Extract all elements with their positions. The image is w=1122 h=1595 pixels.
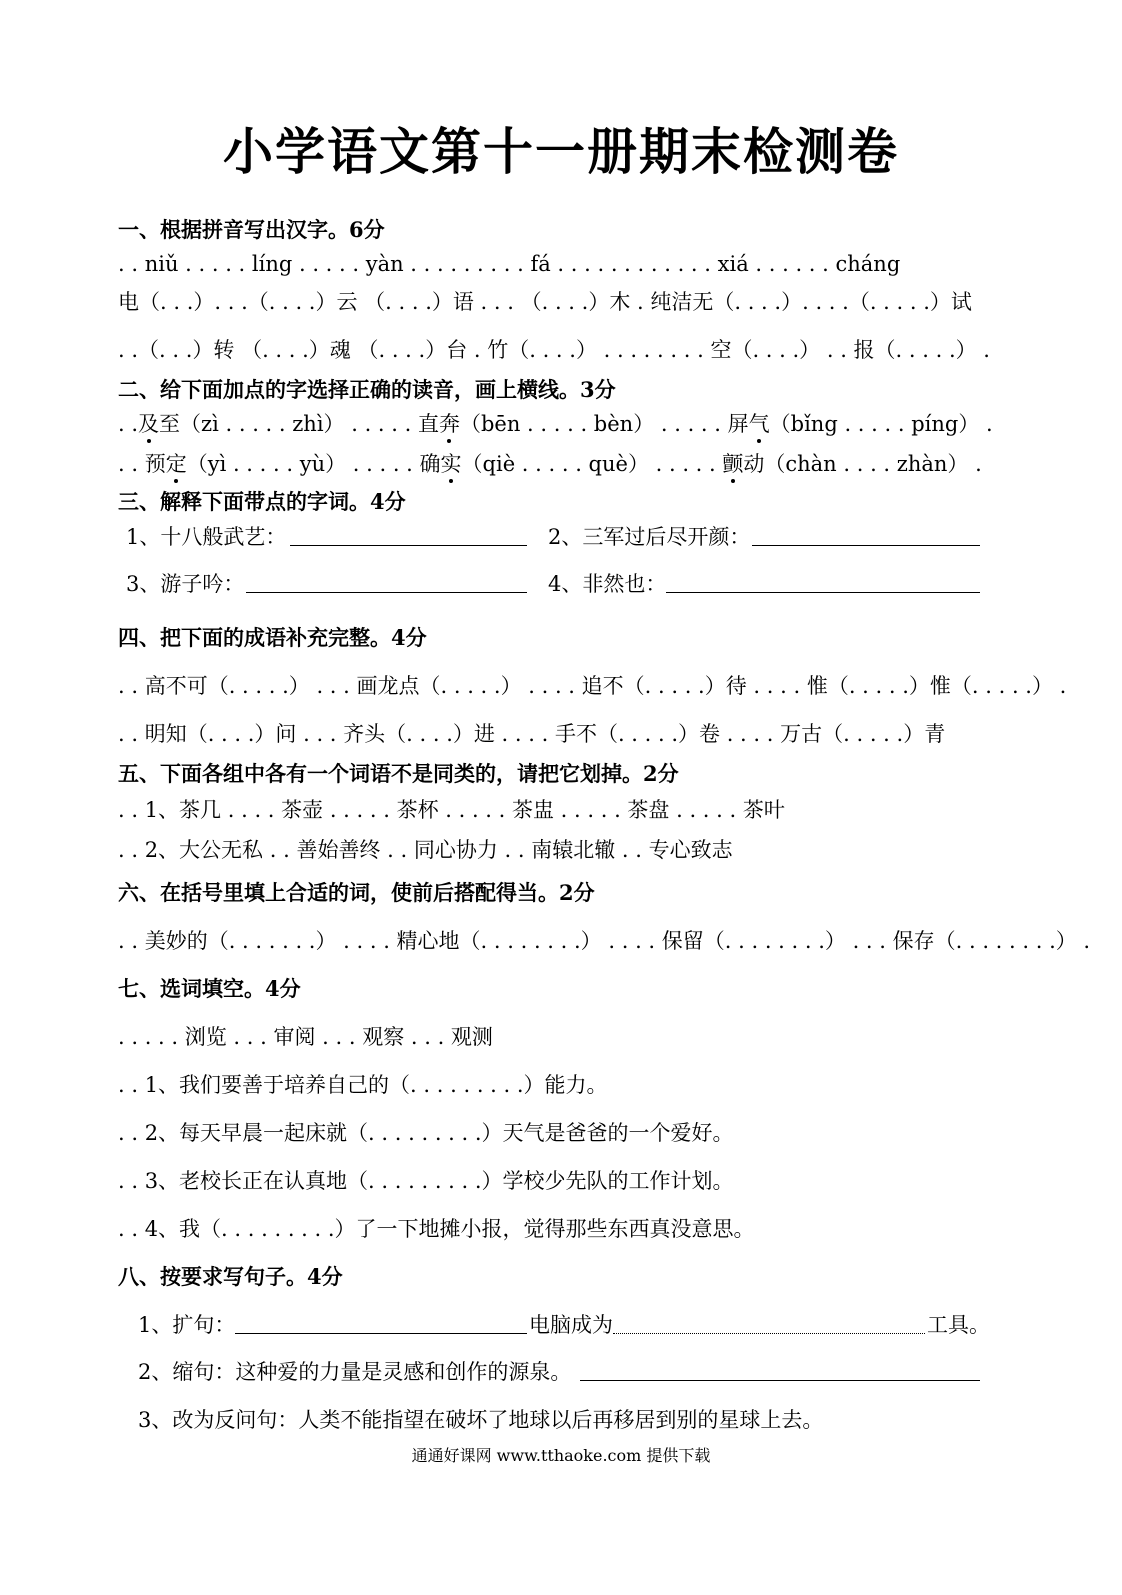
sentence-item-2: 2、缩句：这种爱的力量是灵感和创作的源泉。: [138, 1360, 572, 1384]
sentence-item-1-label: 1、扩句：: [138, 1313, 236, 1337]
text-segment: 动（chàn . . . . zhàn） .: [743, 452, 982, 476]
section-5-heading: 五、下面各组中各有一个词语不是同类的，请把它划掉。2分: [118, 761, 679, 786]
section-6-heading: 六、在括号里填上合适的词，使前后搭配得当。2分: [118, 880, 595, 905]
text-segment: 至（zì . . . . . zhì） . . . . . 直: [159, 412, 439, 436]
dotted-char: 定: [165, 452, 187, 476]
section-5-row-1: . . 1、茶几 . . . . 茶壶 . . . . . 茶杯 . . . . . 茶盅 . . . . . 茶盘 . . . . . 茶叶: [118, 798, 785, 822]
answer-line[interactable]: [752, 545, 980, 546]
section-7-word-bank: . . . . . 浏览 . . . 审阅 . . . 观察 . . . 观测: [118, 1025, 493, 1049]
definition-item-4: 4、非然也：: [548, 572, 667, 596]
section-2-heading: 二、给下面加点的字选择正确的读音，画上横线。3分: [118, 377, 616, 402]
definition-item-2: 2、三军过后尽开颜：: [548, 525, 751, 549]
definition-item-3: 3、游子吟：: [126, 572, 245, 596]
page-title: 小学语文第十一册期末检测卷: [223, 122, 899, 181]
answer-line[interactable]: [580, 1380, 980, 1381]
sentence-item-1-mid: 电脑成为: [529, 1313, 613, 1337]
text-segment: （bēn . . . . . bèn） . . . . . 屏: [459, 412, 749, 436]
section-1-row-2: . .（. . .）转 （. . . .）魂 （. . . .）台 . 竹（. . . .） . . . . . . . . 空（. . . .） . . 报（. . . . .） .: [118, 338, 990, 362]
dotted-char: 及: [138, 412, 160, 436]
dotted-char: 实: [440, 452, 462, 476]
section-7-heading: 七、选词填空。4分: [118, 976, 301, 1001]
definition-item-1: 1、十八般武艺：: [126, 525, 287, 549]
section-1-pinyin: . . niǔ . . . . . líng . . . . . yàn . . . . . . . . . fá . . . . . . . . . . . . xiá . . . . . . cháng: [118, 252, 901, 276]
section-7-item-3: . . 3、老校长正在认真地（. . . . . . . . .）学校少先队的工作计划。: [118, 1169, 734, 1193]
answer-line[interactable]: [290, 545, 527, 546]
sentence-item-1-end: 工具。: [927, 1313, 990, 1337]
section-1-row-1: 电（. . .）. . .（. . . .）云 （. . . .）语 . . . （. . . .）木 . 纯洁无（. . . .）. . . .（. . . . .）试: [118, 290, 972, 314]
dotted-char: 奔: [438, 412, 460, 436]
section-8-heading: 八、按要求写句子。4分: [118, 1264, 343, 1289]
text-segment: （qiè . . . . . què） . . . . .: [461, 452, 723, 476]
section-6-row-1: . . 美妙的（. . . . . . .） . . . . 精心地（. . . . . . . .） . . . . 保留（. . . . . . . .） . . . 保存（. . . . . . . .） .: [118, 929, 1091, 953]
section-2-row-2: [118, 450, 982, 478]
text-segment: （bǐng . . . . . píng） .: [769, 412, 993, 436]
section-3-heading: 三、解释下面带点的字词。4分: [118, 489, 406, 514]
dotted-char: 气: [748, 412, 770, 436]
section-1-heading: 一、根据拼音写出汉字。6分: [118, 217, 385, 242]
section-4-heading: 四、把下面的成语补充完整。4分: [118, 625, 427, 650]
dotted-char: 颤: [722, 452, 744, 476]
section-5-row-2: . . 2、大公无私 . . 善始善终 . . 同心协力 . . 南辕北辙 . . 专心致志: [118, 838, 733, 862]
section-2-row-1: [118, 410, 993, 438]
section-7-item-1: . . 1、我们要善于培养自己的（. . . . . . . . .）能力。: [118, 1073, 608, 1097]
answer-line[interactable]: [235, 1333, 527, 1334]
sentence-item-3: 3、改为反问句：人类不能指望在破坏了地球以后再移居到别的星球上去。: [138, 1408, 824, 1432]
footer-credit: 通通好课网 www.tthaoke.com 提供下载: [411, 1446, 711, 1465]
section-4-row-2: . . 明知（. . . .）问 . . . 齐头（. . . .）进 . . . . 手不（. . . . .）卷 . . . . 万古（. . . . .）青: [118, 722, 946, 746]
text-segment: （yì . . . . . yù） . . . . . 确: [186, 452, 441, 476]
section-4-row-1: . . 高不可（. . . . .） . . . 画龙点（. . . . .） . . . . 追不（. . . . .）待 . . . . 惟（. . . . .）惟（. . . . .） .: [118, 674, 1067, 698]
answer-line[interactable]: [246, 592, 527, 593]
text-segment: . .: [118, 412, 139, 436]
answer-line[interactable]: [613, 1333, 925, 1334]
section-7-item-2: . . 2、每天早晨一起床就（. . . . . . . . .）天气是爸爸的一个爱好。: [118, 1121, 734, 1145]
answer-line[interactable]: [666, 592, 980, 593]
section-7-item-4: . . 4、我（. . . . . . . . .）了一下地摊小报，觉得那些东西真没意思。: [118, 1217, 755, 1241]
text-segment: . . 预: [118, 452, 166, 476]
